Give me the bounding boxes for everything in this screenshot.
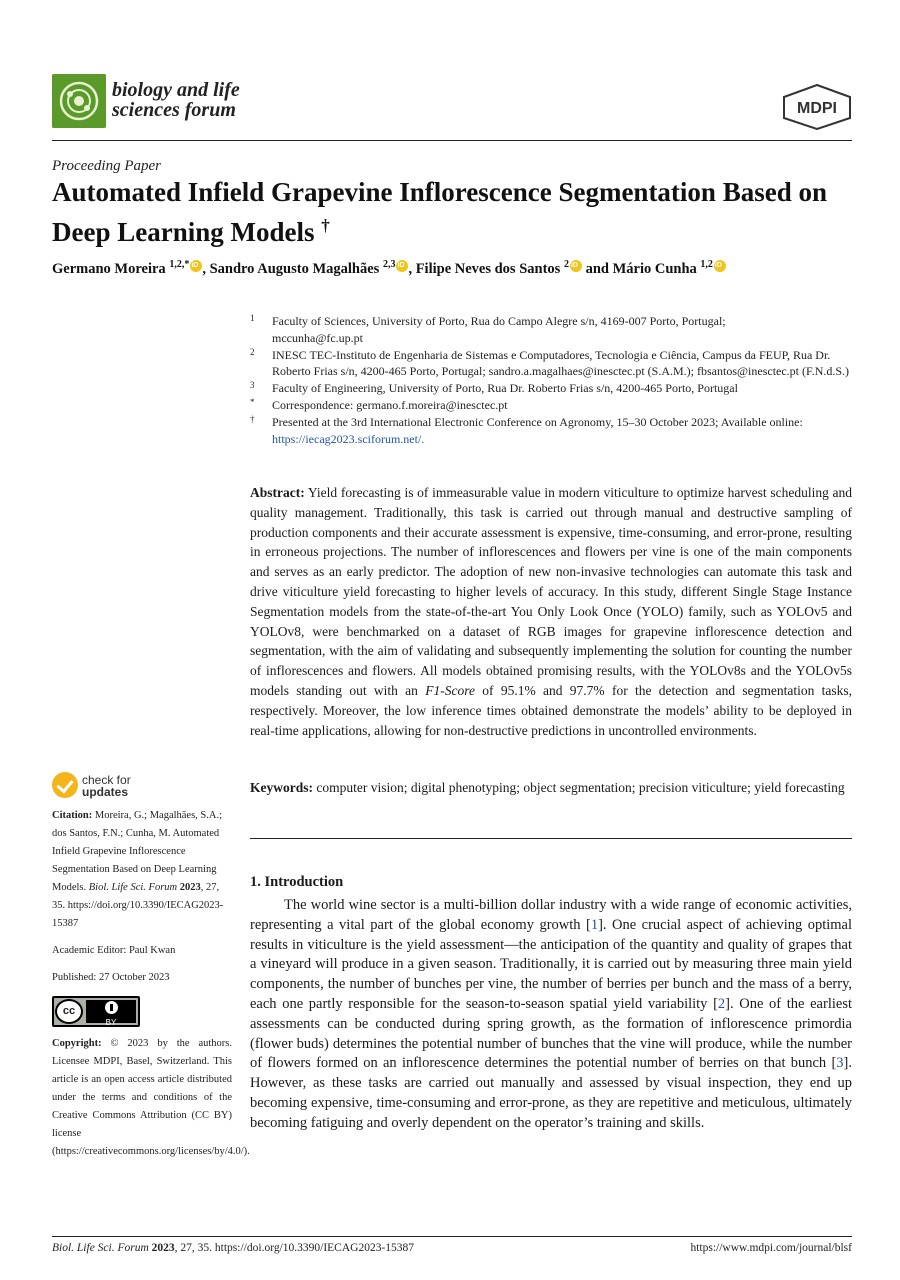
author-separator: and [581, 260, 613, 277]
by-label: BY [105, 1018, 117, 1027]
section-heading: 1. Introduction [250, 874, 344, 890]
author-name: Filipe Neves dos Santos [415, 260, 561, 277]
author-affil-sup: 1,2,* [169, 259, 190, 270]
footer-doi: , 27, 35. https://doi.org/10.3390/IECAG2023-15387 [174, 1242, 415, 1254]
affiliation-text: INESC TEC-Instituto de Engenharia de Sistemas e Computadores, Tecnologia e Ciência, Campus da FEUP, Rua Dr. Roberto Frias s/n, 4200-465 Porto, Portugal; sandro.a.magalhaes@inesctec.pt (S.A.M.); fbsantos@inesctec.pt (F.N.d.S.) [272, 347, 850, 378]
body-text: ]. One of the earliest assessments can be conducted during spring growth, as the formation of inflorescence primordia (flower buds) determines the potential number of bunches that the vine will produce, while the number of flowers formed on an inflorescence determines the potential number of berries on that bunch [ [250, 995, 852, 1072]
affiliation-mark: 2 [250, 346, 255, 357]
check-updates-text [82, 774, 131, 798]
reference-link[interactable]: 2 [717, 995, 726, 1012]
conference-note: Presented at the 3rd International Electronic Conference on Agronomy, 15–30 October 2023; Available online: [272, 415, 803, 429]
author-name: Sandro Augusto Magalhães [209, 260, 380, 277]
sidebar [52, 807, 250, 1170]
title-text: Automated Infield Grapevine Inflorescence Segmentation Based on Deep Learning Models [52, 177, 827, 247]
keywords-text: computer vision; digital phenotyping; object segmentation; precision viticulture; yield forecasting [316, 780, 845, 795]
introduction-paragraph [250, 896, 852, 1134]
abstract-text: Yield forecasting is of immeasurable value in modern viticulture to optimize harvest scheduling and quality management. Traditionally, this task is carried out through manual and destructive sampling of production components and their accurate assessment is expensive, time-consuming, and error-prone, resulting in erroneous projections. The number of inflorescences and flowers per vine is one of the main components and serves as an early predictor. The adoption of new non-invasive technologies can automate this task and drive viticulture yield forecasting to higher levels of accuracy. In this study, different Single Stage Instance Segmentation models from the state-of-the-art You Only Look Once (YOLO) family, such as YOLOv5 and YOLOv8, were benchmarked on a dataset of RGB images for grapevine inflorescence detection and segmentation, with the aim of validating and subsequently implementing the solution for counting the number of inflorescences and flowers. All models obtained promising results, with the YOLOv8s and the YOLOv5s models standing out with an [250, 485, 852, 698]
footer-year: 2023 [151, 1242, 175, 1254]
abstract-text: of 95.1% and 97.7% for the detection and segmentation tasks, respectively. Moreover, the low inference times obtained demonstrate the models’ ability to be deployed in real-time applications, allowing for non-destructive predictions in uncontrolled environments. [250, 682, 853, 738]
paper-type: Proceeding Paper [52, 158, 161, 174]
journal-logo [52, 74, 106, 128]
citation [52, 807, 232, 933]
paper-title [52, 176, 852, 249]
title-footnote-mark: † [321, 216, 330, 235]
footer-journal: Biol. Life Sci. Forum [52, 1242, 149, 1254]
cc-by-license-badge[interactable] [52, 996, 140, 1027]
academic-editor: Academic Editor: Paul Kwan [52, 945, 176, 956]
journal-name-line1: biology and life [112, 79, 240, 101]
cc-icon: cc [55, 999, 83, 1024]
author-affil-sup: 2 [563, 259, 569, 270]
check-icon [52, 772, 78, 798]
check-line1: check for [82, 773, 131, 787]
citation-doi-link[interactable]: https://doi.org/10.3390/IECAG2023-15387 [52, 900, 224, 929]
citation-text: Moreira, G.; Magalhães, S.A.; dos Santos, F.N.; Cunha, M. Automated Infield Grapevine Inflorescence Segmentation Based on Deep Learning Models. [52, 810, 223, 893]
orcid-icon[interactable] [570, 260, 582, 272]
copyright-label: Copyright: [52, 1038, 102, 1049]
publisher-name: MDPI [797, 100, 837, 117]
journal-name [112, 80, 240, 120]
affiliation-email: mccunha@fc.up.pt [272, 330, 364, 345]
check-for-updates-button[interactable] [52, 772, 152, 802]
reference-link[interactable]: 1 [590, 916, 599, 933]
affiliation-item [250, 414, 855, 447]
abstract [250, 483, 852, 740]
author-separator: , [408, 260, 416, 277]
author-affil-sup: 2,3 [382, 259, 396, 270]
journal-name-line2: sciences forum [112, 99, 236, 121]
attribution-icon [105, 1001, 118, 1014]
citation-year: 2023 [179, 882, 201, 893]
published-date: Published: 27 October 2023 [52, 972, 170, 983]
copyright [52, 1035, 250, 1161]
affiliation-item [250, 313, 855, 346]
affiliation-item [250, 347, 855, 380]
orcid-icon[interactable] [714, 260, 726, 272]
affiliation-mark: * [250, 397, 255, 407]
header-rule [52, 140, 852, 141]
copyright-text: © 2023 by the authors. Licensee MDPI, Basel, Switzerland. This article is an open access article distributed under the terms and conditions of the Creative Commons Attribution (CC BY) license (https://creativecommons.org/licenses/by/4.0/). [52, 1038, 250, 1157]
footer-citation [52, 1242, 414, 1254]
keywords [250, 778, 852, 798]
affiliation-item [250, 397, 855, 414]
orcid-icon[interactable] [190, 260, 202, 272]
abstract-rule [250, 838, 852, 839]
check-line2: updates [82, 785, 129, 799]
footer-rule [52, 1236, 852, 1237]
author-separator: , [202, 260, 210, 277]
citation-volume: , 27, 35. [52, 882, 220, 911]
abstract-italic-term: F1-Score [425, 682, 475, 698]
author-name: Germano Moreira [52, 260, 166, 277]
correspondence-text: Correspondence: germano.f.moreira@inesctec.pt [272, 398, 508, 412]
abstract-label: Abstract: [250, 485, 305, 500]
body-text: ]. One crucial aspect of achieving optimal results in viticulture is the yield assessment—the anticipation of the quantity and quality of grapes that a vineyard will produce in a given season. Traditionally, it is carried out by measuring three main yield components, the number of bunches per vine, the number of berries per bunch and the mass of a berry, each one partly responsible for the season-to-season spatial yield variability [ [250, 916, 853, 1012]
affiliation-item [250, 380, 855, 397]
affiliation-mark: 1 [250, 313, 255, 323]
affiliation-mark: † [250, 414, 255, 424]
author-name: Mário Cunha [612, 260, 697, 277]
author-list [52, 259, 852, 278]
orcid-icon[interactable] [396, 260, 408, 272]
body-text: ]. However, as these tasks are carried out manually and assessed by visual inspection, they end up becoming expensive, time-consuming and error-prone, as they are repetitive and meticulous, ultimately becoming fatiguing and overly dependent on the operator’s training and skills. [250, 1055, 852, 1131]
keywords-label: Keywords: [250, 780, 313, 795]
affiliation-text: Faculty of Engineering, University of Porto, Rua Dr. Roberto Frias s/n, 4200-465 Porto, Portugal [272, 381, 738, 395]
by-block [86, 1000, 136, 1027]
footer-journal-url[interactable]: https://www.mdpi.com/journal/blsf [690, 1242, 852, 1254]
citation-journal: Biol. Life Sci. Forum [88, 882, 178, 893]
reference-link[interactable]: 3 [836, 1055, 844, 1072]
conference-link[interactable]: https://iecag2023.sciforum.net/. [272, 431, 425, 446]
mdpi-logo [782, 84, 852, 130]
body-text: The world wine sector is a multi-billion dollar industry with a wide range of economic activities, representing a vital part of the global economy growth [ [250, 897, 852, 933]
author-affil-sup: 1,2 [700, 259, 713, 270]
affiliation-text: Faculty of Sciences, University of Porto, Rua do Campo Alegre s/n, 4169-007 Porto, Portugal; [272, 314, 726, 328]
affiliation-mark: 3 [250, 380, 255, 390]
citation-label: Citation: [52, 810, 93, 821]
affiliations [250, 313, 855, 448]
